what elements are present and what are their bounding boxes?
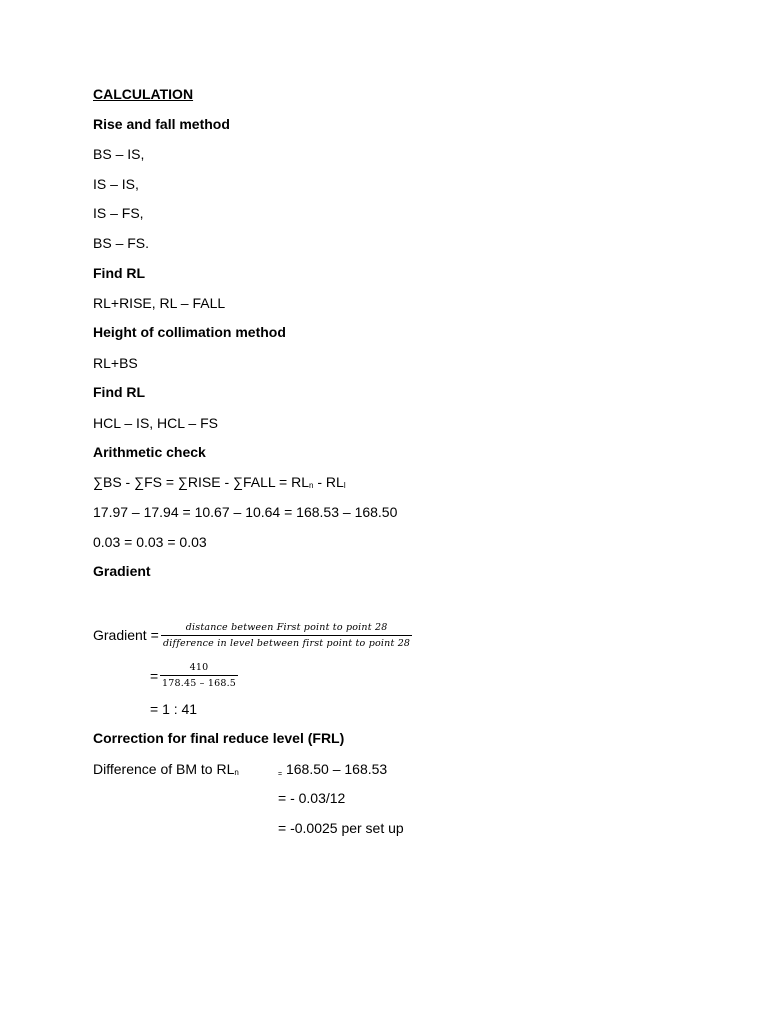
correction-value-2: = - 0.03/12: [278, 790, 346, 806]
find-rl-heading: Find RL: [93, 265, 146, 281]
rise-fall-item: BS – FS.: [93, 235, 150, 251]
formula-sub-l: l: [343, 481, 346, 490]
gradient-equals: =: [150, 668, 159, 684]
arithmetic-line-2: 0.03 = 0.03 = 0.03: [93, 534, 207, 550]
gradient-heading: Gradient: [93, 563, 151, 579]
rise-fall-item: IS – FS,: [93, 205, 144, 221]
formula-sub-n: n: [309, 481, 314, 490]
gradient-denominator-2: 178.45 – 168.5: [162, 678, 237, 689]
gradient-denominator: difference in level between first point to point 28: [163, 638, 411, 649]
gradient-label: Gradient =: [93, 627, 159, 643]
correction-value-1: [278, 760, 387, 784]
find-rl-text-2: HCL – IS, HCL – FS: [93, 415, 219, 431]
gradient-numerator-2: 410: [189, 662, 209, 673]
gradient-result: = 1 : 41: [150, 701, 198, 717]
gradient-fraction: [161, 622, 412, 649]
rise-fall-item: IS – IS,: [93, 176, 139, 192]
find-rl-heading-2: Find RL: [93, 384, 146, 400]
correction-small-equals: =: [278, 771, 283, 778]
gradient-fraction-2: [160, 662, 238, 689]
find-rl-text: RL+RISE, RL – FALL: [93, 295, 226, 311]
formula-mid: - RL: [313, 474, 344, 490]
arithmetic-formula: [93, 473, 346, 495]
arithmetic-line-1: 17.97 – 17.94 = 10.67 – 10.64 = 168.53 – 168.50: [93, 504, 398, 520]
correction-value-1-text: 168.50 – 168.53: [282, 761, 388, 777]
hoc-text: RL+BS: [93, 355, 138, 371]
correction-heading: Correction for final reduce level (FRL): [93, 730, 345, 746]
rise-fall-heading: Rise and fall method: [93, 116, 230, 132]
formula-main: ∑BS - ∑FS = ∑RISE - ∑FALL = RL: [93, 474, 310, 490]
arithmetic-check-heading: Arithmetic check: [93, 444, 206, 460]
correction-value-3: = -0.0025 per set up: [278, 820, 404, 836]
gradient-numerator: distance between First point to point 28: [185, 622, 388, 633]
correction-label-main: Difference of BM to RL: [93, 761, 235, 777]
correction-label-sub: n: [234, 768, 239, 777]
correction-label: [93, 760, 239, 782]
hoc-heading: Height of collimation method: [93, 324, 286, 340]
rise-fall-item: BS – IS,: [93, 146, 145, 162]
page-title: CALCULATION: [93, 86, 194, 102]
